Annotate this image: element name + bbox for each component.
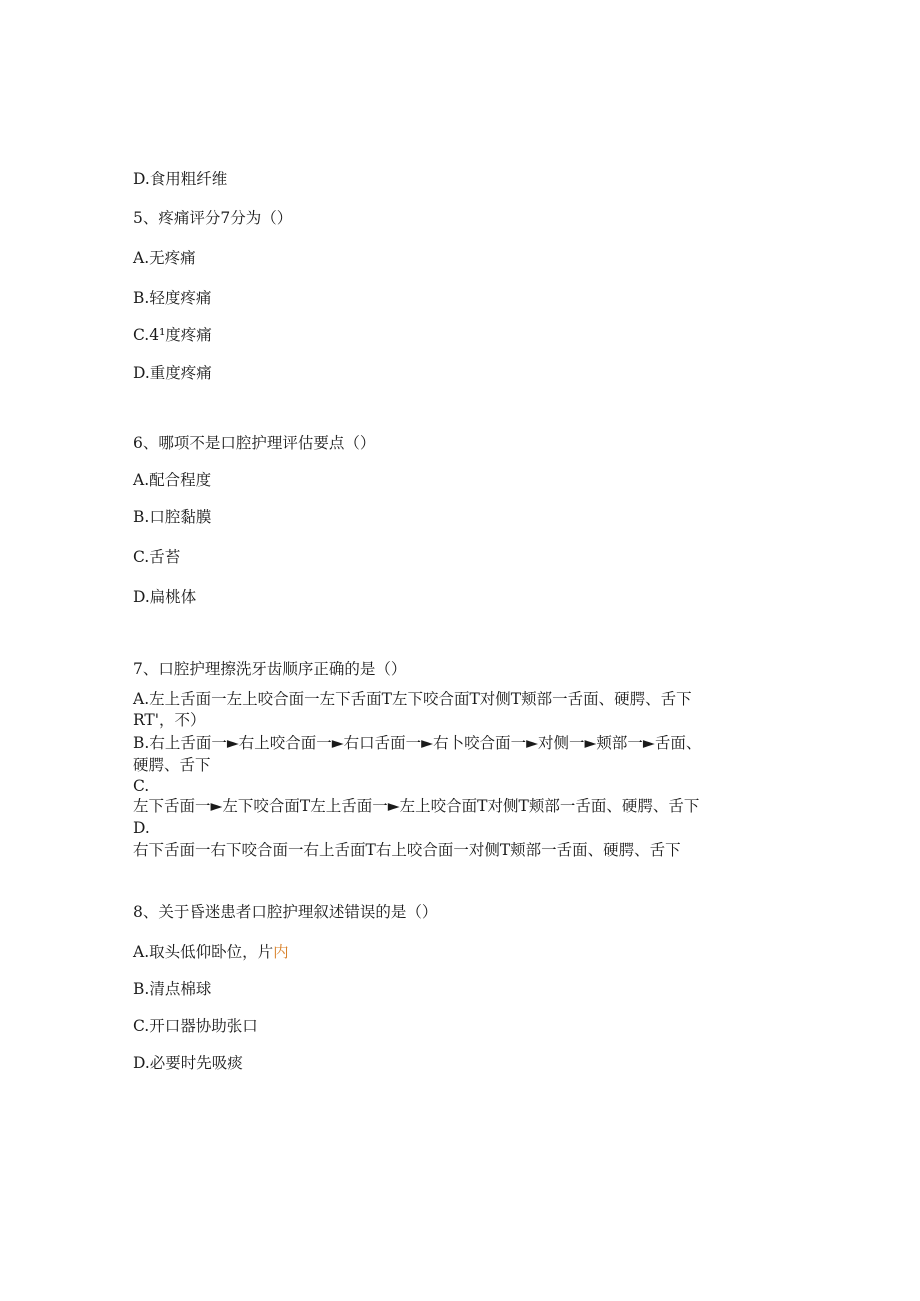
q7-option-a-line1: A.左上舌面一左上咬合面一左下舌面T左下咬合面T对侧T颊部一舌面、硬腭、舌下 (133, 690, 692, 708)
q7-stem: 7、口腔护理擦洗牙齿顺序正确的是（） (133, 660, 407, 678)
q4-option-d: D.食用粗纤维 (133, 170, 228, 188)
q6-option-c: C.舌苔 (133, 548, 181, 566)
q7-option-c-label: C. (133, 777, 150, 795)
q8-option-a (133, 942, 289, 962)
q8-option-d: D.必要时先吸痰 (133, 1054, 243, 1072)
q7-option-d-label: D. (133, 819, 150, 837)
q6-stem: 6、哪项不是口腔护理评估要点（） (133, 434, 376, 452)
q5-option-a: A.无疼痛 (133, 249, 196, 267)
q6-option-b: B.口腔黏膜 (133, 508, 212, 526)
q6-option-a: A.配合程度 (133, 471, 212, 489)
q7-option-b-line1: B.右上舌面一►右上咬合面一►右口舌面一►右卜咬合面一►对侧一►颊部一►舌面、 (133, 734, 702, 752)
q8-option-b: B.清点棉球 (133, 980, 212, 998)
q5-option-d: D.重度疼痛 (133, 364, 212, 382)
q7-option-a-line2: RT'，不） (133, 711, 206, 729)
q8-option-a-accent: 内 (273, 943, 289, 961)
q5-option-c: C.4¹度疼痛 (133, 326, 212, 344)
q8-option-c: C.开口器协助张口 (133, 1017, 258, 1035)
q7-option-b-line2: 硬腭、舌下 (133, 756, 211, 774)
q5-option-b: B.轻度疼痛 (133, 289, 212, 307)
q6-option-d: D.扁桃体 (133, 588, 197, 606)
q8-stem: 8、关于昏迷患者口腔护理叙述错误的是（） (133, 903, 438, 921)
q5-stem: 5、疼痛评分7分为（） (133, 209, 293, 227)
q7-option-d-text: 右下舌面一右下咬合面一右上舌面T右上咬合面一对侧T颊部一舌面、硬腭、舌下 (133, 841, 681, 859)
q7-option-c-text: 左下舌面一►左下咬合面T左上舌面一►左上咬合面T对侧T颊部一舌面、硬腭、舌下 (133, 797, 700, 815)
q8-option-a-text: A.取头低仰卧位，片 (133, 943, 274, 961)
